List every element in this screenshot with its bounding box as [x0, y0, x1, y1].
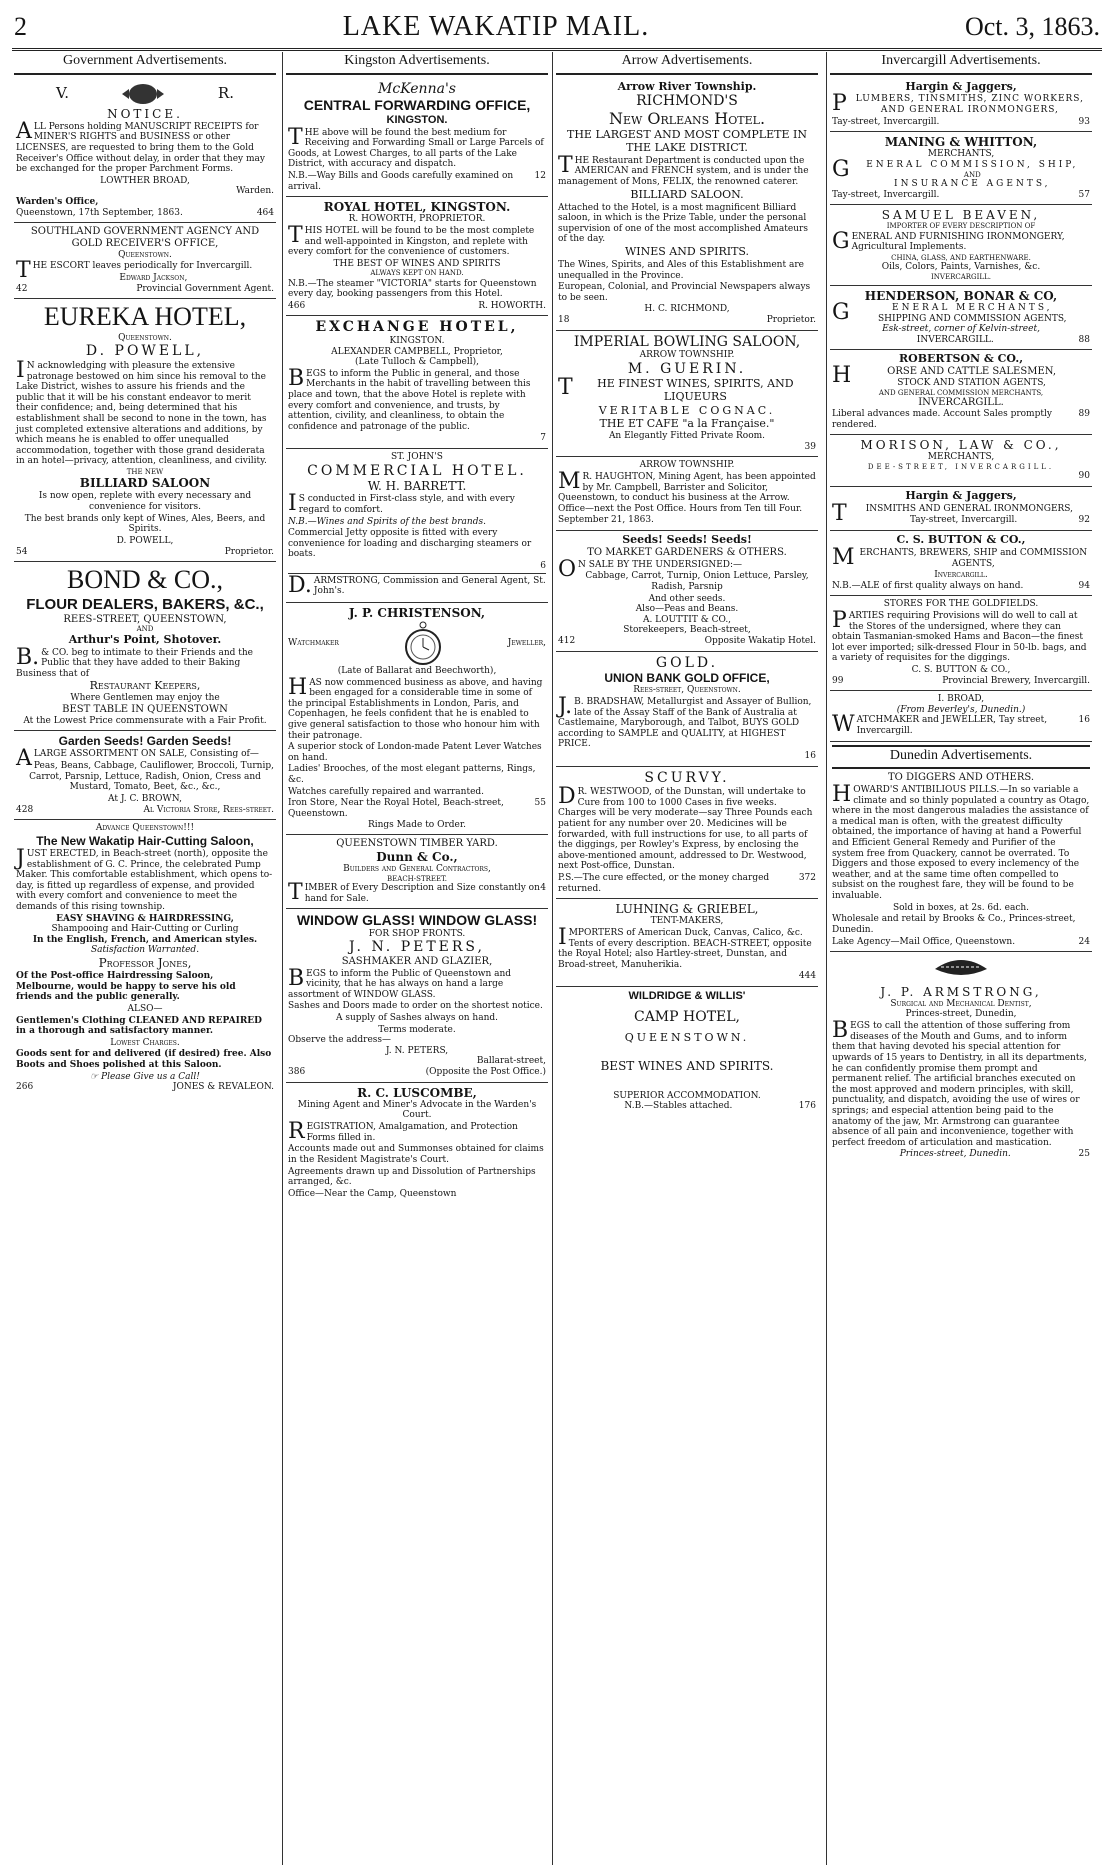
ad-the-new: THE NEW: [126, 468, 164, 477]
ad-title: EXCHANGE HOTEL,: [315, 319, 519, 336]
ad-place: Invercargill.: [934, 570, 988, 581]
ad-title: QUEENSTOWN TIMBER YARD.: [336, 838, 498, 850]
ad-henderson-bonar: [830, 286, 1092, 351]
ad-body: THIS HOTEL will be found to be the most complete and well-appointed in Kingston, and replete with every comfort for the convenience of customers.: [288, 222, 535, 258]
ad-place: QUEENSTOWN.: [624, 1030, 750, 1044]
ad-signer: A. LOUTTIT & CO.,: [642, 614, 732, 625]
ad-ps: P.S.—The cure effected, or the money charged returned.: [558, 873, 770, 894]
ad-number: 55: [534, 798, 546, 809]
ad-also: Also—Peas and Beans.: [635, 604, 739, 615]
ad-cognac: VERITABLE COGNAC.: [598, 404, 776, 418]
page-number: 2: [14, 12, 27, 41]
notice-place: Queenstown, 17th September, 1863.: [16, 207, 183, 218]
ad-notice: [14, 78, 276, 224]
ad-body: MERCHANTS, BREWERS, SHIP and COMMISSION AGENTS,: [832, 544, 1088, 570]
ad-number: 57: [1078, 189, 1090, 200]
ad-central-forwarding: [286, 78, 548, 198]
ad-subtitle: Mining Agent and Miner's Advocate in the Warden's Court.: [297, 1099, 537, 1121]
ad-title: Garden Seeds! Garden Seeds!: [58, 734, 232, 749]
ad-body: PLUMBERS, TINSMITHS, ZINC WORKERS, AND GENERAL IRONMONGERS,: [832, 91, 1085, 117]
ad-body: MR. HAUGHTON, Mining Agent, has been appointed by Mr. Campbell, Barrister and Solicitor, Queenstown, to conduct his business at the Arrow. Office—next the Post Office. Hours from Ten till Four.: [558, 469, 816, 514]
ad-number: 39: [804, 441, 816, 452]
ad-street: Ballarat-street,: [476, 1056, 546, 1067]
ad-store: Al Victoria Store, Rees-street.: [143, 804, 274, 815]
ad-window-glass: [286, 909, 548, 1083]
column-divider: [826, 52, 827, 1865]
ad-store: Storekeepers, Beach-street,: [623, 625, 751, 636]
ad-number: 90: [1078, 471, 1090, 482]
ad-number: 18: [558, 315, 570, 326]
ad-number: 16: [1078, 715, 1090, 726]
ad-prop: R. HOWORTH, PROPRIETOR.: [348, 214, 486, 225]
ad-body: ON SALE BY THE UNDERSIGNED:—: [558, 556, 743, 582]
notice-v: V.: [56, 83, 69, 102]
ad-imperial-bowling: [556, 331, 818, 458]
ad-town: Arrow River Township.: [617, 79, 757, 93]
ad-title: Hargin & Jaggers,: [905, 79, 1017, 93]
ad-number: 7: [540, 433, 546, 444]
ad-b4: European, Colonial, and Provincial Newspapers always to be seen.: [558, 282, 811, 303]
ad-b5: Iron Store, Near the Royal Hotel, Beach-street, Queenstown.: [288, 798, 504, 819]
ad-body: GENERAL AND FURNISHING IRONMONGERY, Agricultural Implements.: [832, 228, 1065, 254]
ad-gold: [556, 652, 818, 767]
ad-body: PARTIES requiring Provisions will do well to call at the Stores of the undersigned, where they can obtain Tasmanian-smoked Hams and Bacon—the finest lot ever imported; silk-dressed Flour in 50-lb. bags, and a variety of requisites for the diggings.: [832, 607, 1087, 664]
pocket-watch-icon: [403, 620, 443, 666]
ad-horse: HORSE AND CATTLE SALESMEN,: [832, 363, 1057, 389]
ad-watchmaker: Watchmaker: [288, 637, 339, 648]
ad-and: AND: [136, 625, 154, 634]
ad-body: BEGS to inform the Public of Queenstown and vicinity, that he has always on hand a large assortment of WINDOW GLASS.: [288, 965, 512, 1000]
ad-title: CENTRAL FORWARDING OFFICE,: [303, 97, 531, 114]
ad-body: B.& CO. beg to intimate to their Friends and the Public that they have added to their Baking Business that of: [16, 644, 253, 679]
ad-morison-law: [830, 435, 1092, 487]
ad-b2: Attached to the Hotel, is a most magnificent Billiard saloon, in which is the Prize Table, under the personal supervision of one of the most accomplished Amateurs of the day.: [558, 202, 808, 245]
ad-b4: Office—Near the Camp, Queenstown: [288, 1188, 457, 1199]
ad-title: ROBERTSON & CO.,: [898, 352, 1024, 366]
ad-lowest: At the Lowest Price commensurate with a Fair Profit.: [23, 715, 267, 726]
ad-body: BEGS to call the attention of those suffering from diseases of the Mouth and Gums, and to inform them that having devoted his special attention for upwards of 15 years to Dentistry, in all its departments, he can confidently promise them prompt and permanent relief. The artificial branches executed on the most approved and modern principles, with skill, punctuality, and dispatch, avoiding the use of wires or springs; and especial attention being paid to the anatomy of the jaw, Mr. Armstrong can guarantee absence of all pain and inconvenience, together with perfect freedom of articulation and mastication.: [832, 1018, 1087, 1148]
ad-number: 4: [540, 882, 546, 893]
ad-title: Hargin & Jaggers,: [905, 488, 1017, 502]
ad-finest: THE FINEST WINES, SPIRITS, AND LIQUEURS: [558, 375, 794, 404]
ad-number: 88: [1078, 334, 1090, 345]
ad-china: CHINA, GLASS, AND EARTHENWARE.: [891, 253, 1031, 262]
section-header: Government Advertisements.: [14, 52, 276, 75]
ad-kept: ALWAYS KEPT ON HAND.: [370, 269, 464, 278]
ad-number: 466: [288, 300, 306, 311]
ad-union: UNION BANK GOLD OFFICE,: [604, 671, 770, 686]
ad-wines: WINES AND SPIRITS.: [624, 245, 750, 259]
ad-title: I. BROAD,: [937, 694, 985, 705]
section-header-dunedin: Dunedin Advertisements.: [832, 745, 1090, 770]
ad-number: 89: [1078, 408, 1090, 419]
ad-number: 94: [1078, 580, 1090, 591]
ad-armstrong: D.ARMSTRONG, Commission and General Agent, St. John's.: [288, 572, 546, 598]
ad-place: INVERCARGILL.: [918, 397, 1004, 409]
ad-garden-seeds: [14, 731, 276, 820]
ad-subtitle: Surgical and Mechanical Dentist,: [890, 998, 1032, 1009]
ad-saloon: BILLIARD SALOON: [79, 476, 211, 491]
ad-street: DEE-STREET, INVERCARGILL.: [867, 462, 1055, 471]
column-invercargill: [830, 52, 1092, 1865]
ad-body: THE ESCORT leaves periodically for Invercargill.: [16, 258, 253, 284]
ad-southland: [14, 223, 276, 299]
ad-liberal: Liberal advances made. Account Sales promptly rendered.: [832, 408, 1052, 430]
masthead-rule: [12, 48, 1102, 51]
ad-at: At J. C. BROWN,: [108, 793, 182, 804]
ad-title: MANING & WHITTON,: [884, 135, 1038, 150]
ad-number: 6: [540, 561, 546, 571]
ad-agency: Lake Agency—Mail Office, Queenstown.: [832, 936, 1016, 947]
ad-hotel: CAMP HOTEL,: [633, 1009, 741, 1026]
ad-name: D. POWELL,: [85, 343, 205, 360]
ad-and: AND: [963, 170, 981, 179]
ad-timber-yard: [286, 835, 548, 909]
ad-b2: Sashes and Doors made to order on the shortest notice.: [288, 1001, 543, 1012]
ad-title: SCURVY.: [644, 769, 730, 786]
newspaper-title: LAKE WAKATIP MAIL.: [342, 11, 650, 42]
ad-title: HENDERSON, BONAR & CO,: [864, 288, 1058, 303]
ad-luscombe: [286, 1083, 548, 1205]
section-header: Kingston Advertisements.: [286, 52, 548, 75]
ad-name: M. GUERIN.: [627, 360, 747, 377]
ad-christenson: [286, 603, 548, 835]
ad-number: 24: [1078, 936, 1090, 947]
ad-title: The New Wakatip Hair-Cutting Saloon,: [36, 833, 254, 848]
ad-number: 372: [798, 873, 816, 884]
section-header: Invercargill Advertisements.: [830, 52, 1092, 75]
ad-name: W. H. BARRETT.: [367, 479, 467, 494]
ad-sash: SASHMAKER AND GLAZIER,: [341, 955, 493, 967]
ad-signer: H. C. RICHMOND,: [644, 304, 730, 315]
ad-styles: In the English, French, and American styles.: [32, 934, 258, 945]
ad-number: 444: [798, 971, 816, 982]
ad-largest: THE LARGEST AND MOST COMPLETE IN THE LAKE DISTRICT.: [567, 127, 807, 154]
ad-scurvy: [556, 767, 818, 900]
ad-samuel-beaven: [830, 205, 1092, 286]
ad-number: 42: [16, 283, 28, 294]
ad-place: Queenstown.: [118, 332, 172, 343]
ad-nb: N.B.—Wines and Spirits of the best brands.: [288, 516, 486, 527]
ad-dunn: Dunn & Co.,: [376, 849, 458, 864]
ad-royal-hotel: [286, 197, 548, 316]
notice-signer: LOWTHER BROAD,: [100, 175, 190, 186]
ad-oils: Oils, Colors, Paints, Varnishes, &c.: [881, 262, 1041, 273]
section-header: Arrow Advertisements.: [556, 52, 818, 75]
ad-body: JUST ERECTED, in Beach-street (north), opposite the establishment of G. C. Prince, the celebrated Pump Maker. This comfortable establishment, which opens to-day, is fitted up regardless of expense, and provided with every comfort and convenience to meet the demands of this rising township.: [16, 845, 273, 912]
ad-signer: JONES & REVALEON.: [172, 1082, 274, 1093]
ad-observe: Observe the address—: [288, 1035, 392, 1046]
ad-haughton: [556, 457, 818, 531]
ad-exchange-hotel: [286, 316, 548, 449]
ad-place: KINGSTON.: [389, 335, 445, 346]
ad-title: SAMUEL BEAVEN,: [881, 208, 1041, 223]
ad-b3: Agreements drawn up and Dissolution of Partnerships arranged, &c.: [288, 1166, 536, 1188]
ad-maning-whitton: [830, 132, 1092, 205]
ad-esk: Esk-street, corner of Kelvin-street,: [882, 324, 1040, 335]
ad-place: Queenstown.: [118, 249, 172, 260]
ad-nb: N.B.—Stables attached.: [624, 1101, 733, 1112]
masthead: [14, 8, 1100, 46]
ad-billiard: BILLIARD SALOON.: [630, 187, 744, 201]
ad-to: TO MARKET GARDENERS & OTHERS.: [587, 547, 787, 559]
ad-late: (Late of Ballarat and Beechworth),: [337, 665, 497, 676]
ad-sold: Sold in boxes, at 2s. 6d. each.: [892, 902, 1030, 913]
ad-new-orleans-hotel: [556, 78, 818, 331]
ad-signer: C. S. BUTTON & CO.,: [911, 665, 1011, 675]
ad-general: GENERAL COMMISSION, SHIP,: [832, 157, 1079, 183]
royal-arms-icon: [120, 81, 166, 107]
ad-title: ROYAL HOTEL, KINGSTON.: [323, 200, 511, 215]
ad-place: INVERCARGILL.: [916, 334, 994, 345]
ad-body: TIMBER of Every Description and Size constantly on hand for Sale.: [288, 879, 540, 905]
ad-superior: SUPERIOR ACCOMMODATION.: [613, 1090, 761, 1101]
ad-place: INVERCARGILL.: [931, 272, 991, 281]
ad-title: R. C. LUSCOMBE,: [357, 1085, 477, 1100]
ad-eureka-hotel: [14, 299, 276, 562]
ad-subtitle: TENT-MAKERS,: [650, 916, 724, 927]
ad-number: 16: [804, 751, 816, 762]
ad-title: MORISON, LAW & CO.,: [860, 438, 1062, 453]
ad-number: 428: [16, 804, 34, 815]
ad-insurance: INSURANCE AGENTS,: [894, 178, 1051, 189]
ad-number: 412: [558, 636, 576, 647]
ad-howards-pills: [830, 742, 1092, 952]
ad-opp: Opposite Wakatip Hotel.: [704, 636, 816, 647]
ad-goods: Goods sent for and delivered (if desired) free. Also Boots and Shoes polished at this Saloon.: [16, 1049, 272, 1071]
ad-number: 464: [256, 207, 274, 218]
ad-title: J. P. ARMSTRONG,: [880, 984, 1042, 999]
ad-list: Cabbage, Carrot, Turnip, Onion Lettuce, Parsley, Radish, Parsnip: [585, 571, 809, 593]
ad-body: IMPORTERS of American Duck, Canvas, Calico, &c. Tents of every description. BEACH-STREET, opposite the Royal Hotel; also Hartley-street, Dunstan, and Broad-street, Manuherikia.: [558, 925, 812, 970]
ad-b3: The Wines, Spirits, and Ales of this Establishment are unequalled in the Province.: [558, 260, 804, 281]
ad-title: COMMERCIAL HOTEL.: [307, 462, 527, 479]
ad-opp: (Opposite the Post Office.): [425, 1067, 546, 1078]
column-kingston: [286, 52, 548, 1865]
ad-title: WINDOW GLASS! WINDOW GLASS!: [296, 912, 538, 929]
ad-body2: Of the Post-office Hairdressing Saloon, Melbourne, would be happy to serve his old friends and the public generally.: [16, 971, 236, 1003]
ad-signer: J. N. PETERS,: [385, 1045, 449, 1056]
ad-and: AND GENERAL COMMISSION MERCHANTS,: [878, 388, 1044, 397]
column-divider: [552, 52, 553, 1865]
ad-general: GENERAL MERCHANTS,: [832, 300, 1053, 326]
ad-professor: Professor Jones,: [98, 956, 192, 970]
ad-signer: R. HOWORTH.: [478, 300, 546, 311]
ad-title: IMPERIAL BOWLING SALOON,: [573, 333, 801, 350]
ad-please: ☞ Please Give us a Call!: [90, 1071, 200, 1082]
ad-title: LUHNING & GRIEBEL,: [615, 902, 759, 917]
ad-commercial-hotel: [286, 449, 548, 603]
ad-body: WATCHMAKER and JEWELLER, Tay street, Invercargill.: [832, 712, 1048, 738]
ad-camp-hotel: [556, 987, 818, 1116]
ad-title: RICHMOND'S: [636, 93, 738, 110]
ad-number: 12: [534, 170, 546, 181]
ad-hargin-jaggers: [830, 78, 1092, 133]
issue-date: Oct. 3, 1863.: [964, 12, 1100, 41]
ad-wholesale: Wholesale and retail by Brooks & Co., Princes-street, Dunedin.: [832, 914, 1076, 935]
ad-bond: [14, 562, 276, 731]
ad-number: 54: [16, 546, 28, 557]
ad-cafe: THE ET CAFE "a la Française.": [599, 417, 775, 431]
ad-merch: MERCHANTS,: [927, 452, 995, 463]
ad-importer: IMPORTER OF EVERY DESCRIPTION OF: [886, 222, 1036, 231]
ad-street: Tay-street, Invercargill.: [832, 189, 940, 200]
ad-prop: ALEXANDER CAMPBELL, Proprietor,: [331, 346, 503, 357]
ad-body3: The best brands only kept of Wines, Ales, Beers, and Spirits.: [24, 513, 266, 535]
ad-from: (From Beverley's, Dunedin.): [896, 704, 1026, 715]
ad-body: HOWARD'S ANTIBILIOUS PILLS.—In so variable a climate and so thinly populated a country as Otago, where in the most dangerous maladies the assistance of a medical man is often, with the greatest difficulty obtained, the importance of having at hand a Powerful and Efficient General Remedy and Purifier of the system free from Quackery, cannot be overrated. To Diggers and those exposed to every inclemency of the weather, and at the same time often compelled to subsist on the roughest fare, they will be found to be invaluable.: [832, 781, 1090, 902]
ad-number: 93: [1078, 116, 1090, 127]
notice-office: Warden's Office,: [16, 196, 99, 207]
notice-title: NOTICE.: [107, 106, 183, 121]
ad-town: ARROW TOWNSHIP.: [639, 460, 735, 471]
ad-where: Where Gentlemen may enjoy the: [70, 693, 220, 704]
ad-room: An Elegantly Fitted Private Room.: [608, 431, 766, 442]
ad-brewery: Provincial Brewery, Invercargill.: [942, 675, 1090, 686]
ad-nb: N.B.—Way Bills and Goods carefully examined on arrival.: [288, 170, 514, 192]
ad-street: Tay-street, Invercargill.: [832, 116, 940, 127]
ad-luhning: [556, 899, 818, 987]
ad-role: Proprietor.: [766, 315, 816, 326]
ad-number: 99: [832, 675, 844, 686]
ad-number: 92: [1078, 515, 1090, 526]
ad-title: Seeds! Seeds! Seeds!: [622, 533, 752, 547]
ad-body: J.B. BRADSHAW, Metallurgist and Assayer of Bullion, late of the Assay Staff of the Bank of Australia at Castlemaine, Maryborough, and Talbot, BUYS GOLD according to SAMPLE and QUALITY, at HIGHEST PRICE.: [558, 693, 812, 750]
notice-r: R.: [217, 83, 234, 102]
ad-title: GOLD.: [655, 654, 719, 671]
column-arrow: [556, 52, 818, 1865]
ad-stock: STOCK AND STATION AGENTS,: [897, 378, 1046, 389]
ad-hotel: New Orleans Hotel.: [608, 109, 766, 128]
ad-place: KINGSTON.: [386, 113, 448, 126]
column-divider: [282, 52, 283, 1865]
ad-body: REGISTRATION, Amalgamation, and Protection Forms filled in.: [288, 1119, 518, 1145]
ad-role: Proprietor.: [224, 546, 274, 557]
ad-number: 176: [798, 1101, 816, 1112]
ad-body: THE Restaurant Department is conducted upon the AMERICAN and FRENCH system, and is under the management of Mons, FELIX, the renowned caterer.: [558, 152, 809, 188]
ad-title: J. P. CHRISTENSON,: [348, 605, 486, 620]
notice-body: ALL Persons holding MANUSCRIPT RECEIPTS for MINER'S RIGHTS and BUSINESS or other LICENSES, are requested to bring them to the Gold Receiver's Office without delay, in order that they may be exchanged for the proper Parchment Forms.: [16, 118, 265, 175]
ad-street: Princes-street, Dunedin,: [905, 1009, 1017, 1020]
ad-dentist: [830, 952, 1092, 1164]
dentures-icon: [931, 955, 991, 981]
ad-street: Tay-street, Invercargill.: [909, 515, 1018, 526]
ad-seeds: [556, 531, 818, 652]
ad-body: TINSMITHS AND GENERAL IRONMONGERS,: [832, 500, 1073, 526]
ad-title: SOUTHLAND GOVERNMENT AGENCY AND GOLD RECEIVER'S OFFICE,: [30, 226, 260, 249]
ad-date: September 21, 1863.: [558, 515, 654, 526]
ad-shampoo: Shampooing and Hair-Cutting or Curling: [51, 924, 239, 935]
ad-broad: [830, 691, 1092, 741]
ad-title: BOND & CO.,: [66, 565, 223, 595]
ad-keepers: Restaurant Keepers,: [89, 679, 201, 693]
ad-nb: N.B.—The steamer "VICTORIA" starts for Queenstown every day, booking passengers from this Hotel.: [288, 278, 537, 300]
ad-body2: Is now open, replete with every necessary and convenience for visitors.: [38, 491, 252, 513]
ad-nb: N.B.—ALE of first quality always on hand.: [832, 580, 1024, 591]
ad-list: Peas, Beans, Cabbage, Cauliflower, Broccoli, Turnip, Carrot, Parsnip, Lettuce, Radish, Onion, Cress and Mustard, Tomato, Beet, &c., &c.,: [29, 761, 274, 793]
ad-late: (Late Tulloch & Campbell),: [355, 357, 479, 368]
ad-body: HAS now commenced business as above, and having been engaged for a considerable time in some of the principal Establishments in London, Paris, and Copenhagen, he feels confident that he is enabled to give general satisfaction to those who honour him with their patronage.: [288, 674, 543, 741]
ad-best: THE BEST OF WINES AND SPIRITS: [333, 258, 501, 269]
column-government: [14, 52, 276, 1865]
ad-merch: MERCHANTS,: [927, 149, 995, 160]
ad-title: C. S. BUTTON & CO.,: [896, 532, 1026, 546]
ad-terms: Terms moderate.: [378, 1024, 456, 1035]
ad-button-co: [830, 531, 1092, 596]
ad-to: TO DIGGERS AND OTHERS.: [887, 772, 1035, 784]
ad-street: REES-STREET, QUEENSTOWN,: [63, 613, 227, 625]
ad-for: FOR SHOP FRONTS.: [368, 928, 466, 939]
ad-goldfields-stores: [830, 596, 1092, 691]
ad-rings: Rings Made to Order.: [367, 819, 467, 830]
ad-robertson: [830, 350, 1092, 435]
ad-number: 386: [288, 1067, 306, 1078]
ad-body: DR. WESTWOOD, of the Dunstan, will undertake to Cure from 100 to 1000 Cases in five weeks. Charges will be very moderate—say Three Pounds each patient for any number over 20. Medicines will be forwarded, with full instructions for use, to all parts of the diggings, per Rowley's Express, by enclosing the above-mentioned amount, addressed to Dr. Westwood, next Post-office, Dunstan.: [558, 784, 813, 872]
ad-b3: A supply of Sashes always on hand.: [335, 1013, 499, 1024]
notice-role: Warden.: [236, 186, 274, 197]
ad-shipping: SHIPPING AND COMMISSION AGENTS,: [878, 313, 1067, 324]
ad-st: ST. JOHN'S: [391, 452, 443, 463]
ad-other: And other seeds.: [648, 593, 726, 604]
ad-body: THE above will be found the best medium for Receiving and Forwarding Small or Large Parcels of Goods, at Lowest Charges, to all parts of the Lake District, with accuracy and dispatch.: [288, 124, 544, 170]
ad-hair-cutting: [14, 820, 276, 1097]
ad-body2: Commercial Jetty opposite is fitted with every convenience for loading and discharging steamers or boats.: [288, 528, 532, 560]
ad-body: IN acknowledging with pleasure the extensive patronage bestowed on him since his removal to the Lake District, wishes to assure his friends and the public that it will be his constant endeavor to merit their confidence; and, being determined that his establishment shall be second to none in the town, has just completed extensive alterations and additions, by which means he is enabled to offer unequalled accommodation, together with those grand desiderata in an hotel—privacy, attention, cleanliness, and civility.: [16, 357, 267, 467]
ad-jeweller: Jeweller,: [507, 637, 546, 648]
ad-table: BEST TABLE IN QUEENSTOWN: [62, 703, 228, 715]
ad-address: Princes-street, Dunedin.: [899, 1149, 1011, 1160]
ad-body: IS conducted in First-class style, and with every regard to comfort.: [288, 491, 515, 517]
ad-number: 25: [1078, 1149, 1090, 1160]
ad-body: BEGS to inform the Public in general, and those Merchants in the habit of travelling between this place and town, that the above Hotel is replete with every comfort and convenience, and trusts, by attention, civility, and cleanliness, to obtain the confidence and patronage of the public.: [288, 365, 531, 432]
ad-hargin-jaggers-2: [830, 487, 1092, 531]
ad-name: J. N. PETERS,: [349, 939, 485, 956]
ad-lowest: Lowest Charges.: [110, 1037, 180, 1048]
ad-clothing: Gentlemen's Clothing CLEANED AND REPAIRED in a thorough and satisfactory manner.: [16, 1015, 262, 1037]
ad-title: STORES FOR THE GOLDFIELDS.: [883, 599, 1039, 610]
ad-best: BEST WINES AND SPIRITS.: [600, 1058, 774, 1073]
ad-town: ARROW TOWNSHIP.: [639, 350, 735, 361]
ad-b2: Accounts made out and Summonses obtained for claims in the Resident Magistrate's Court.: [288, 1144, 544, 1165]
ad-satisfaction: Satisfaction Warranted.: [90, 945, 200, 956]
ad-advance: Advance Queenstown!!!: [95, 823, 195, 834]
ad-easy: EASY SHAVING & HAIRDRESSING,: [56, 913, 234, 924]
ad-name: McKenna's: [378, 80, 456, 97]
ad-role: Provincial Government Agent.: [136, 283, 274, 294]
ad-body: ALARGE ASSORTMENT ON SALE, Consisting of—: [16, 746, 259, 772]
ad-b4: Watches carefully repaired and warranted.: [288, 786, 485, 797]
ad-beach: BEACH-STREET.: [387, 874, 447, 883]
ad-b3: Ladies' Brooches, of the most elegant patterns, Rings, &c.: [288, 764, 536, 786]
ad-point: Arthur's Point, Shotover.: [68, 632, 222, 646]
ad-builders: Builders and General Contractors,: [343, 864, 491, 875]
ad-signer: Edward Jackson,: [119, 272, 188, 283]
ad-subtitle: FLOUR DEALERS, BAKERS, &C.,: [26, 595, 264, 613]
ad-b2: A superior stock of London-made Patent Lever Watches on hand.: [288, 742, 542, 763]
ad-signer: D. POWELL,: [116, 535, 174, 546]
ad-title: WILDRIDGE & WILLIS': [628, 990, 746, 1003]
ad-number: 266: [16, 1082, 34, 1093]
ad-rees: Rees-street, Queenstown.: [633, 685, 741, 696]
ad-title: EUREKA HOTEL,: [43, 302, 247, 332]
ad-also: ALSO—: [127, 1003, 163, 1014]
